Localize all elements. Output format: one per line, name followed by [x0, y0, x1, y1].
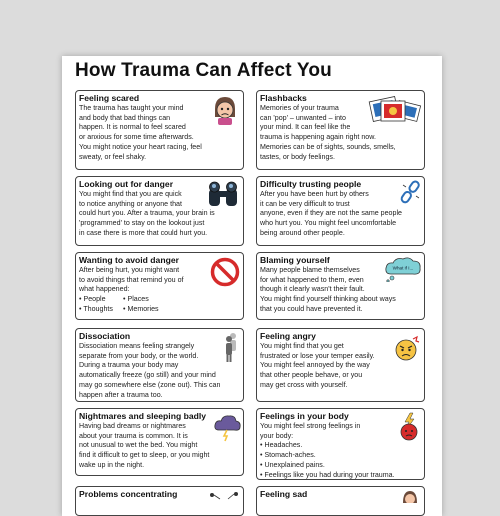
text-line: You might feel strong feelings in — [260, 422, 361, 430]
text-line: for what happened to them, even — [260, 275, 364, 284]
text-line: Many people blame themselves — [260, 266, 360, 274]
text-line: that other people behave, or you — [260, 371, 363, 380]
headache-face-icon — [395, 412, 423, 442]
card-heading: Looking out for danger — [79, 179, 174, 189]
card-feeling-scared — [75, 90, 244, 170]
text-line: that you could have prevented it. — [260, 304, 363, 313]
bullet-row — [79, 295, 184, 305]
card-heading: Blaming yourself — [260, 255, 330, 265]
photos-icon — [367, 95, 423, 129]
card-text — [79, 422, 209, 471]
page-title: How Trauma Can Affect You — [75, 60, 332, 81]
no-entry-icon — [210, 257, 240, 287]
card-nightmares-and-sleeping-badly — [75, 408, 244, 476]
card-heading: Wanting to avoid danger — [79, 255, 179, 265]
card-heading: Feeling scared — [79, 93, 140, 103]
card-text — [260, 422, 395, 480]
text-line: about your trauma is common. It is — [79, 431, 188, 440]
text-line: and body that bad things can — [79, 113, 171, 122]
text-line: trauma is happening again right now. — [260, 133, 376, 142]
text-line: separate from your body, or the world. — [79, 351, 199, 360]
text-line: frustrated or lose your temper easily. — [260, 351, 375, 360]
text-line: happen after a trauma too. — [79, 390, 163, 399]
text-line: Memories of your trauma — [260, 104, 339, 112]
sad-face-icon — [399, 489, 421, 503]
text-line: You might find that you get — [260, 342, 344, 350]
card-heading: Flashbacks — [260, 93, 307, 103]
bullet-item: • Places — [123, 295, 149, 304]
fading-person-icon — [216, 331, 242, 363]
text-line: or anxious for some time afterwards. — [79, 133, 194, 142]
text-line: sweaty, or feel shaky. — [79, 152, 147, 161]
bullet-item: • Memories — [123, 304, 159, 313]
text-line: After being hurt, you might want — [79, 266, 180, 274]
scattered-dots-icon — [208, 489, 242, 503]
card-text — [79, 190, 215, 239]
storm-cloud-icon — [212, 412, 242, 442]
text-line: may go somewhere else (zone out). This can — [79, 380, 221, 389]
worried-face-icon — [209, 95, 241, 125]
card-wanting-to-avoid-danger — [75, 252, 244, 320]
text-line: During a trauma your body may — [79, 361, 179, 370]
card-heading: Feeling angry — [260, 331, 316, 341]
text-line: what happened: — [79, 285, 130, 294]
text-line: 'programmed' to stay on the lookout just — [79, 219, 205, 228]
card-text — [260, 190, 402, 239]
thought-cloud-icon — [383, 256, 423, 282]
card-heading: Difficulty trusting people — [260, 179, 362, 189]
card-text — [79, 104, 202, 162]
card-text — [260, 342, 375, 391]
card-heading: Feeling sad — [260, 489, 308, 499]
card-text — [260, 266, 396, 315]
text-line: find it difficult to get to sleep, or you might — [79, 451, 210, 460]
text-line: You might notice your heart racing, feel — [79, 142, 202, 151]
text-line: • Feelings like you had during your trauma. — [260, 470, 395, 479]
text-line: anyone, even if they are not the same people — [260, 209, 402, 218]
text-line: You might feel annoyed by the way — [260, 361, 370, 370]
card-heading: Feelings in your body — [260, 411, 349, 421]
angry-face-icon — [391, 335, 421, 365]
text-line: Memories can be of sights, sounds, smells, — [260, 142, 396, 151]
text-line: may get cross with yourself. — [260, 380, 348, 389]
text-line: You might find yourself thinking about ways — [260, 295, 396, 304]
text-line: You might find that you are quick — [79, 190, 182, 198]
text-line: automatically freeze (go still) and your mind — [79, 371, 216, 380]
text-line: • Stomach-aches. — [260, 451, 316, 460]
text-line: being around other people. — [260, 228, 345, 237]
text-line: to avoid things that remind you of — [79, 275, 184, 284]
card-problems-concentrating — [75, 486, 244, 516]
text-line: After you have been hurt by others — [260, 190, 369, 198]
text-line: though it clearly wasn't their fault. — [260, 285, 365, 294]
card-heading: Nightmares and sleeping badly — [79, 411, 207, 421]
card-heading: Dissociation — [79, 331, 131, 341]
text-line: Dissociation means feeling strangely — [79, 342, 195, 350]
card-feelings-in-your-body — [256, 408, 425, 480]
card-heading: Problems concentrating — [79, 489, 178, 499]
text-line: wake up in the night. — [79, 460, 145, 469]
card-dissociation — [75, 328, 244, 402]
text-line: your body: — [260, 431, 294, 440]
text-line: your mind. It can feel like the — [260, 123, 351, 132]
text-line: Having bad dreams or nightmares — [79, 422, 186, 430]
card-text — [79, 266, 184, 315]
text-line: tastes, or body feelings. — [260, 152, 335, 161]
card-looking-out-for-danger — [75, 176, 244, 246]
card-feeling-angry — [256, 328, 425, 402]
text-line: • Unexplained pains. — [260, 460, 325, 469]
text-line: it can be very difficult to trust — [260, 199, 350, 208]
bullet-row — [79, 305, 184, 315]
text-line: • Headaches. — [260, 441, 303, 450]
card-difficulty-trusting-people — [256, 176, 425, 246]
card-text — [79, 342, 220, 400]
text-line: could hurt you. After a trauma, your brain is — [79, 209, 215, 218]
text-line: The trauma has taught your mind — [79, 104, 184, 112]
text-line: in case there is more that could hurt you. — [79, 228, 208, 237]
text-line: who hurt you. You might feel uncomfortable — [260, 219, 397, 228]
binoculars-icon — [206, 179, 240, 209]
text-line: happen. It is normal to feel scared — [79, 123, 186, 132]
bullet-item: • People — [79, 295, 106, 304]
text-line: not unusual to wet the bed. You might — [79, 441, 198, 450]
svg-text:What if I...: What if I... — [392, 265, 414, 271]
card-flashbacks — [256, 90, 425, 170]
card-feeling-sad — [256, 486, 425, 516]
text-line: to notice anything or anyone that — [79, 199, 182, 208]
bullet-item: • Thoughts — [79, 304, 113, 313]
card-blaming-yourself — [256, 252, 425, 320]
broken-chain-icon — [399, 179, 423, 205]
text-line: can 'pop' – unwanted – into — [260, 113, 346, 122]
